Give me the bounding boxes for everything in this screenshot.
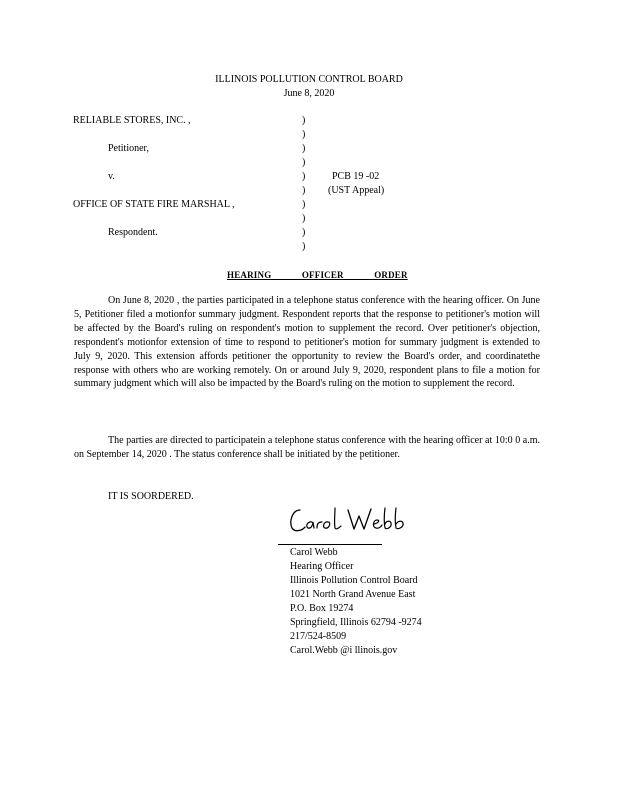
handwritten-signature: [286, 500, 416, 540]
address-city: Springfield, Illinois 62794 -9274: [290, 617, 422, 628]
address-line-1: 1021 North Grand Avenue East: [290, 589, 416, 600]
order-closing: IT IS SOORDERED.: [108, 491, 194, 502]
paren: ): [302, 185, 306, 196]
signer-name: Carol Webb: [290, 547, 338, 558]
caption-parentheses: [302, 114, 310, 254]
respondent-name: OFFICE OF STATE FIRE MARSHAL ,: [73, 199, 235, 210]
paren: ): [302, 171, 306, 182]
paren: ): [302, 227, 306, 238]
document-date: June 8, 2020: [283, 88, 335, 99]
paren: ): [302, 157, 306, 168]
order-heading: HEARING OFFICER ORDER: [227, 270, 408, 280]
paren: ): [302, 213, 306, 224]
paren: ): [302, 129, 306, 140]
petitioner-role: Petitioner,: [108, 143, 149, 154]
versus-label: v.: [108, 171, 115, 182]
order-paragraph-1: On June 8, 2020 , the parties participated in a telephone status conference with the hearing officer. On June 5, Petitioner filed a motionfor summary judgment. Respondent reports that the response to petitioner's motion will be affected by the Board's ruling on respondent's motion to supplement the record. Over petitioner's objection, respondent's motionfor extension of time to respond to petitioner's motion for summary judgment is extended to July 9, 2020. This extension affords petitioner the opportunity to review the Board's order, and coordinatethe response with others who are working remotely. On or around July 9, 2020, respondent plans to file a motion for summary judgment which will also be impacted by the Board's ruling on the motion to supplement the record.: [74, 295, 540, 390]
petitioner-name: RELIABLE STORES, INC. ,: [73, 115, 191, 126]
signer-title: Hearing Officer: [290, 561, 354, 572]
paren: ): [302, 143, 306, 154]
case-type: (UST Appeal): [328, 185, 385, 196]
paren: ): [302, 115, 306, 126]
case-number: PCB 19 -02: [332, 171, 380, 182]
phone-number: 217/524-8509: [290, 631, 347, 642]
paren: ): [302, 199, 306, 210]
signature-block: [290, 546, 422, 658]
signature-line: [278, 544, 382, 545]
order-paragraph-2: The parties are directed to participatein a telephone status conference with the hearing officer at 10:0 0 a.m. on September 14, 2020 . The status conference shall be initiated by the petitioner.: [74, 435, 540, 460]
signer-org: Illinois Pollution Control Board: [290, 575, 418, 586]
document-header: [0, 73, 618, 101]
agency-name: ILLINOIS POLLUTION CONTROL BOARD: [215, 74, 403, 85]
paren: ): [302, 241, 306, 252]
email-address: Carol.Webb @i llinois.gov: [290, 645, 398, 656]
address-line-2: P.O. Box 19274: [290, 603, 354, 614]
respondent-role: Respondent.: [108, 227, 158, 238]
